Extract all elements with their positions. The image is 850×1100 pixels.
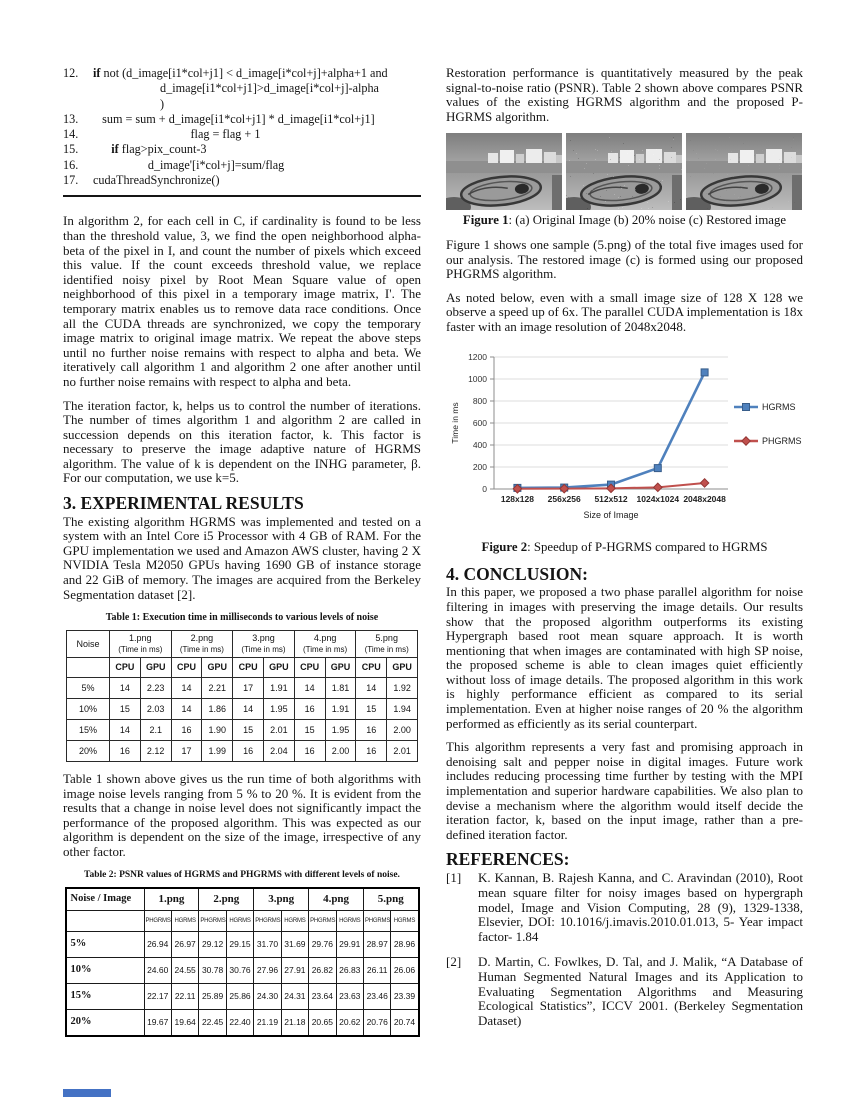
code-line: 17. cudaThreadSynchronize() bbox=[63, 173, 220, 188]
paragraph-conclusion-1: In this paper, we proposed a two phase parallel algorithm for noise filtering in images with preserving the image details. Our results show that the proposed algorithm outperforms its existing Hypergraph based root mean square approach. It is worth mentioning that when images are contaminated with high SP noise, the proposed scheme is able to clean images quiet efficiently without loss of image details. The proposed algorithm in this work is highly performance efficient as compared to its serial implementation. Even at higher noise ranges of 20 % the algorithm performed as efficiently as its serial counterpart. bbox=[446, 584, 803, 731]
svg-text:2048x2048: 2048x2048 bbox=[683, 493, 726, 504]
table-row: 10% 24.60 24.55 30.78 30.76 27.96 27.91 26.82 26.83 26.11 26.06 bbox=[66, 958, 419, 984]
references-list bbox=[446, 871, 803, 1029]
svg-text:800: 800 bbox=[472, 395, 487, 406]
paragraph-experimental-setup: The existing algorithm HGRMS was implemented and tested on a system with an Intel Core i5 Processor with 4 GB of RAM. For the GPU implementation we used and Amazon AWS cluster, having 2 X NVIDIA Tesla M2050 GPUs having 1690 GB of instance storage and 22 GiB of memory. The images are acquired from the Berkeley Segmentation dataset [2]. bbox=[63, 513, 421, 602]
table1-caption: Table 1: Execution time in milliseconds to various levels of noise bbox=[105, 612, 379, 624]
svg-text:HGRMS: HGRMS bbox=[762, 401, 796, 412]
original-image bbox=[446, 133, 562, 210]
right-column bbox=[446, 66, 803, 1039]
svg-text:1200: 1200 bbox=[468, 351, 487, 362]
restored-image bbox=[686, 133, 802, 210]
paragraph-conclusion-2: This algorithm represents a very fast and promising approach in denoising salt and pepper noise in digital images. Future work includes reducing processing time further by testing with the MPI implementation and superior hardware capabilities. We also plan to devise a mechanism where the algorithm would itself decide the iteration factor, k, based on the input image, rather than a pre-defined iteration factor. bbox=[446, 739, 803, 842]
table-row: 15% 22.17 22.11 25.89 25.86 24.30 24.31 23.64 23.63 23.46 23.39 bbox=[66, 984, 419, 1010]
reference-item: [2] D. Martin, C. Fowlkes, D. Tal, and J. Malik, “A Database of Human Segmented Natural Images and its Application to Evaluating Segmentation Algorithms and Measuring Ecological Statistics”, ICCV 2001. (Berkeley Segmentation Dataset) bbox=[446, 953, 803, 1029]
svg-text:512x512: 512x512 bbox=[594, 493, 628, 504]
table1-execution-time: Noise 1.png (Time in ms) 2.png (Time in ms) 3.png (Time in ms) 4.png (Time in ms) 5.png (Time in ms) CPU GPU CPU GPU CPU GPU CPU GPU CPU GPU 5% 14 2.23 14 2.21 17 1.91 14 1.81 14 1.92 10% 15 2.03 14 1.86 14 1.95 16 1.91 15 1.94 15% 14 2.1 16 1.90 15 2.01 15 1.95 16 2.00 20% 16 2.12 17 1.99 16 2.04 16 2.00 16 2.01 bbox=[66, 630, 418, 762]
code-line: d_image[i1*col+j1]>d_image[i*col+j]-alpha bbox=[160, 81, 379, 96]
figure2-chart bbox=[446, 349, 803, 533]
reference-item: [1] K. Kannan, B. Rajesh Kanna, and C. Aravindan (2010), Root mean square filter for noisy images based on hypergraph model, Image and Vision Computing, 28 (9), 1329-1338, Elsevier, DOI: 10.1016/j.imavis.2010.01.013, 5- Year impact factor- 1.84 bbox=[446, 870, 803, 945]
figure1-caption-text: : (a) Original Image (b) 20% noise (c) Restored image bbox=[508, 213, 787, 228]
section-heading-conclusion: 4. CONCLUSION: bbox=[446, 563, 588, 584]
table2-psnr-values: Noise / Image 1.png 2.png 3.png 4.png 5.png PHGRMS HGRMS PHGRMS HGRMS PHGRMS HGRMS PHGRMS HGRMS PHGRMS HGRMS 5% 26.94 26.97 29.12 29.15 31.70 31.69 29.76 29.91 28.97 28.96 10% 24.60 24.55 30.78 30.76 27.96 27.91 26.82 26.83 26.11 26.06 15% 22.17 22.11 25.89 25.86 24.30 24.31 23.64 23.63 23.46 23.39 20% 19.67 19.64 22.45 22.40 21.19 21.18 20.65 20.62 20.76 20.74 bbox=[65, 887, 420, 1037]
code-line: 13. sum = sum + d_image[i1*col+j1] * d_image[i1*col+j1] bbox=[63, 111, 375, 126]
svg-text:PHGRMS: PHGRMS bbox=[762, 435, 802, 446]
code-line: 12. if not (d_image[i1*col+j1] < d_image[i*col+j]+alpha+1 and bbox=[63, 66, 388, 80]
image-with-20-percent-noise bbox=[566, 133, 682, 210]
table-row: 5% 14 2.23 14 2.21 17 1.91 14 1.81 14 1.92 bbox=[67, 677, 418, 698]
code-line: 16. d_image'[i*col+j]=sum/flag bbox=[63, 157, 285, 172]
bottom-blue-bar bbox=[63, 1089, 111, 1097]
legend-item-hgrms bbox=[734, 402, 796, 412]
svg-text:0: 0 bbox=[482, 483, 487, 494]
figure2-caption-label: Figure 2 bbox=[481, 540, 528, 555]
code-line: ) bbox=[160, 96, 165, 111]
table-row: 10% 15 2.03 14 1.86 14 1.95 16 1.91 15 1.94 bbox=[67, 698, 418, 719]
figure2-caption-text: : Speedup of P-HGRMS compared to HGRMS bbox=[527, 540, 768, 555]
paragraph-speedup: As noted below, even with a small image size of 128 X 128 we observe a speed up of 6x. The parallel CUDA implementation is 18x faster with an image resolution of 2048x2048. bbox=[446, 289, 803, 334]
paragraph-figure1: Figure 1 shows one sample (5.png) of the total five images used for our analysis. The restored image (c) is formed using our proposed PHGRMS algorithm. bbox=[446, 236, 803, 282]
svg-text:256x256: 256x256 bbox=[547, 493, 581, 504]
series-line-hgrms bbox=[517, 372, 704, 488]
paragraph-iteration-factor: The iteration factor, k, helps us to control the number of iterations. The number of times algorithm 1 and algorithm 2 are called in succession depends on this iteration factor, k. This factor is necessary to preserve the image adaptive nature of HGRMS algorithm. The value of k is dependent on the INHG parameter, β. For our computation, we use k=5. bbox=[63, 397, 421, 486]
legend-item-phgrms bbox=[734, 436, 802, 446]
algorithm-code-block bbox=[63, 66, 421, 197]
table-row: 15% 14 2.1 16 1.90 15 2.01 15 1.95 16 2.00 bbox=[67, 719, 418, 740]
svg-text:200: 200 bbox=[472, 461, 487, 472]
figure1-caption-label: Figure 1 bbox=[462, 213, 509, 228]
table-row: 20% 19.67 19.64 22.45 22.40 21.19 21.18 20.65 20.62 20.76 20.74 bbox=[66, 1010, 419, 1037]
speedup-line-chart bbox=[446, 349, 806, 529]
svg-text:1024x1024: 1024x1024 bbox=[636, 493, 680, 504]
figure1-images bbox=[446, 133, 803, 210]
paragraph-table1-discussion: Table 1 shown above gives us the run time of both algorithms with image noise levels ranging from 5 % to 20 %. It is evident from the results that a change in noise level does not significantly impact the performance of the proposed algorithm. This was expected as our algorithm is dependent on the size of the image, irrespective of any other factor. bbox=[63, 770, 421, 859]
left-column bbox=[63, 66, 421, 1041]
svg-text:600: 600 bbox=[472, 417, 487, 428]
y-axis-label: Time in ms bbox=[450, 401, 460, 444]
paragraph-restoration: Restoration performance is quantitatively measured by the peak signal-to-noise ratio (PSNR). Table 2 shown above compares PSNR values of the existing HGRMS algorithm and the proposed P-HGRMS algorithm. bbox=[446, 65, 803, 124]
table2-caption: Table 2: PSNR values of HGRMS and PHGRMS with different levels of noise. bbox=[84, 870, 400, 881]
figure2-caption bbox=[446, 540, 803, 555]
table-row: 5% 26.94 26.97 29.12 29.15 31.70 31.69 29.76 29.91 28.97 28.96 bbox=[66, 932, 419, 958]
figure1-caption bbox=[446, 213, 803, 228]
section-heading-references: REFERENCES: bbox=[446, 849, 570, 870]
svg-text:400: 400 bbox=[472, 439, 487, 450]
paragraph-algorithm2: In algorithm 2, for each cell in C, if cardinality is found to be less than the threshold value, 3, we find the open neighborhood alpha-beta of the pixel in I, and count the number of pixels which exceed this value. If the count exceeds threshold value, we replace identified noisy pixel by Root Mean Square value of open neighborhood of this pixel in a temporary image matrix, I'. The temporary matrix enables us to remove data race conditions. Once all the CUDA threads are synchronized, we copy the temporary image matrix to original image matrix. We repeat the above steps until no further noise remains with respect to alpha and beta. We iteratively call algorithm 1 and algorithm 2 one after another until no further noise remains with respect to alpha and beta. bbox=[63, 213, 421, 389]
x-axis-label: Size of Image bbox=[583, 509, 639, 520]
code-line: 15. if flag>pix_count-3 bbox=[63, 142, 207, 157]
svg-text:128x128: 128x128 bbox=[500, 493, 534, 504]
section-heading-experimental-results: 3. EXPERIMENTAL RESULTS bbox=[63, 493, 304, 514]
code-line: 14. flag = flag + 1 bbox=[63, 127, 261, 142]
svg-text:1000: 1000 bbox=[468, 373, 487, 384]
table-row: 20% 16 2.12 17 1.99 16 2.04 16 2.00 16 2.01 bbox=[67, 740, 418, 761]
